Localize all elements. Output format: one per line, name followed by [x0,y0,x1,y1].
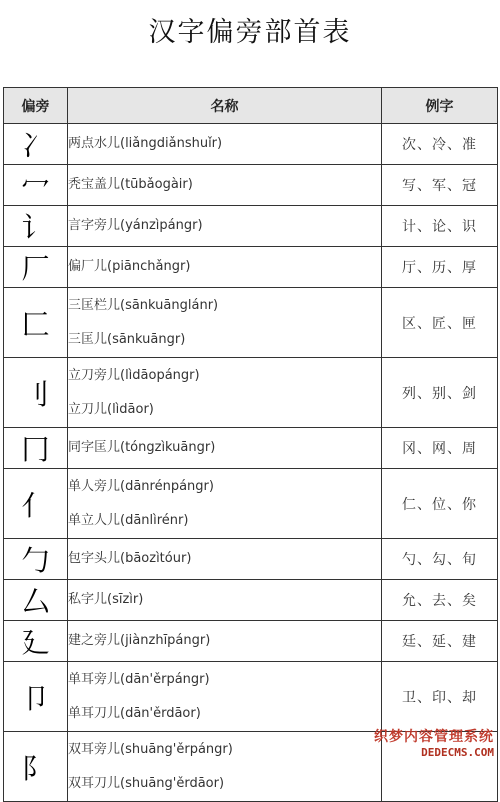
watermark-domain: DEDECMS.COM [421,746,494,759]
radical-cell: 厂 [4,247,68,288]
page-title: 汉字偏旁部首表 [148,17,352,48]
table-row [4,165,498,206]
table-row [4,469,498,539]
watermark [374,726,494,759]
name-cell [68,469,382,539]
name-cell [68,124,382,165]
name-cell [68,539,382,580]
radical-name: 言字旁儿(yánzìpángr) [68,218,203,233]
table-row [4,124,498,165]
watermark-text: 织梦内容管理系统 [374,729,494,745]
header-name: 名称 [68,88,382,124]
name-cell [68,247,382,288]
examples-cell: 冈、网、周 [382,428,498,469]
examples-cell: 廷、延、建 [382,621,498,662]
radical-name: 单人旁儿(dānrénpángr) [68,478,214,494]
name-cell [68,358,382,428]
radical-cell: 厶 [4,580,68,621]
radical-name: 三匡儿(sānkuāngr) [68,331,186,347]
name-cell [68,165,382,206]
examples-cell: 次、冷、准 [382,124,498,165]
name-cell [68,621,382,662]
radical-cell: 冂 [4,428,68,469]
radical-cell: 勹 [4,539,68,580]
radical-cell: 刂 [4,358,68,428]
examples-cell: 计、论、识 [382,206,498,247]
table-row [4,621,498,662]
radical-name: 私字儿(sīzìr) [68,592,144,607]
radical-name: 立刀旁儿(lìdāopángr) [68,367,200,383]
radical-cell: 卩 [4,662,68,732]
radical-name: 同字匡儿(tóngzìkuāngr) [68,440,216,455]
examples-cell: 厅、历、厚 [382,247,498,288]
radical-name: 三匡栏儿(sānkuānglánr) [68,297,219,313]
table-row [4,539,498,580]
table-row [4,206,498,247]
radical-cell: 匚 [4,288,68,358]
radical-name: 包字头儿(bāozìtóur) [68,551,192,566]
radical-name: 两点水儿(liǎngdiǎnshuǐr) [68,136,223,151]
table-row [4,358,498,428]
radical-cell: 冖 [4,165,68,206]
table-row [4,580,498,621]
table-row [4,247,498,288]
radical-name: 偏厂儿(piānchǎngr) [68,259,191,274]
name-cell [68,288,382,358]
header-examples: 例字 [382,88,498,124]
name-cell [68,580,382,621]
radical-cell: 阝 [4,732,68,802]
radical-name: 秃宝盖儿(tūbǎogàir) [68,177,193,192]
table-row [4,662,498,732]
examples-cell: 卫、印、却 [382,662,498,732]
examples-cell: 列、别、剑 [382,358,498,428]
table-row [4,428,498,469]
table-body [4,124,498,802]
header-radical: 偏旁 [4,88,68,124]
radical-name: 建之旁儿(jiànzhīpángr) [68,633,211,648]
table-header-row [4,88,498,124]
radical-name: 单耳刀儿(dān'ěrdāor) [68,705,201,721]
name-cell [68,206,382,247]
radical-cell: 廴 [4,621,68,662]
radical-name: 双耳刀儿(shuāng'ěrdāor) [68,775,225,791]
radical-name: 双耳旁儿(shuāng'ěrpángr) [68,741,233,757]
radical-cell: 冫 [4,124,68,165]
table-row [4,288,498,358]
examples-cell: 勺、勾、旬 [382,539,498,580]
examples-cell: 仁、位、你 [382,469,498,539]
radical-name: 单耳旁儿(dān'ěrpángr) [68,671,210,687]
radical-name: 立刀儿(lìdāor) [68,401,154,417]
radical-cell: 亻 [4,469,68,539]
name-cell [68,428,382,469]
examples-cell: 允、去、矣 [382,580,498,621]
name-cell [68,662,382,732]
examples-cell: 区、匠、匣 [382,288,498,358]
radical-table [3,87,498,802]
radical-cell: 讠 [4,206,68,247]
radical-name: 单立人儿(dānlìrénr) [68,512,189,528]
examples-cell: 写、军、冠 [382,165,498,206]
